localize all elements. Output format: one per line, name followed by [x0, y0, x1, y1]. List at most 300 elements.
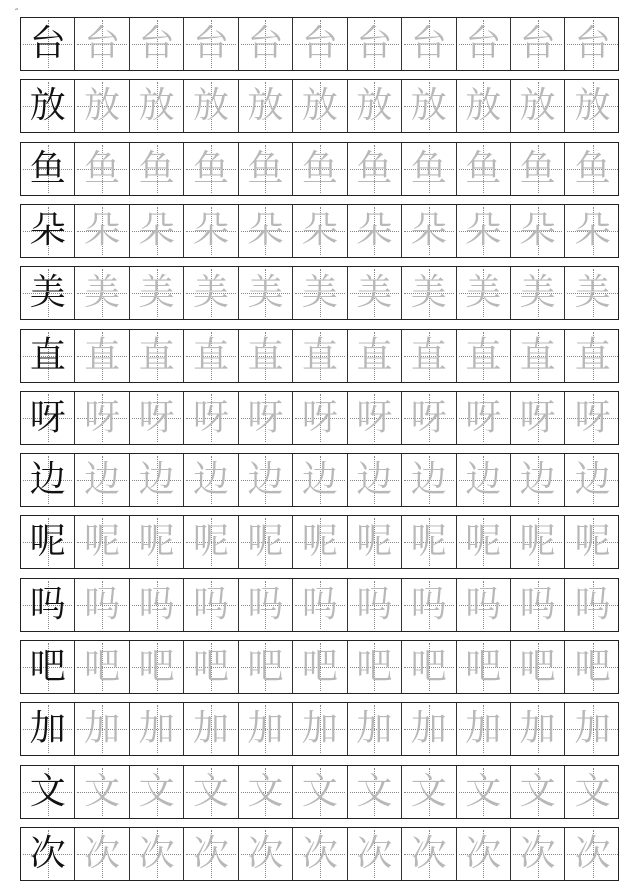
- model-character: 吧: [29, 646, 66, 687]
- trace-character: 呀: [574, 396, 611, 438]
- trace-cell: [565, 641, 619, 693]
- trace-character: 文: [138, 770, 175, 812]
- trace-cell: [130, 516, 184, 568]
- model-character: 鱼: [29, 147, 66, 189]
- trace-cell: [511, 392, 565, 444]
- trace-character: 加: [410, 708, 447, 750]
- trace-cell: [184, 703, 238, 755]
- trace-character: 文: [84, 770, 121, 812]
- practice-row: [20, 578, 619, 632]
- trace-cell: [293, 205, 347, 257]
- trace-cell: [75, 143, 129, 195]
- trace-character: 加: [356, 708, 393, 750]
- trace-character: 台: [410, 23, 447, 64]
- trace-character: 放: [84, 85, 121, 127]
- trace-cell: [348, 703, 402, 755]
- trace-cell: [130, 641, 184, 693]
- trace-character: 鱼: [193, 147, 230, 189]
- trace-cell: [511, 828, 565, 880]
- trace-cell: [457, 267, 511, 319]
- trace-character: 呀: [247, 396, 284, 438]
- trace-cell: [348, 267, 402, 319]
- trace-character: 呀: [465, 396, 502, 438]
- trace-cell: [511, 454, 565, 506]
- trace-cell: [184, 205, 238, 257]
- trace-character: 放: [301, 85, 338, 127]
- trace-character: 边: [410, 459, 447, 501]
- trace-character: 鱼: [465, 147, 502, 189]
- trace-character: 呀: [193, 396, 230, 438]
- trace-cell: [457, 143, 511, 195]
- trace-cell: [565, 330, 619, 382]
- model-cell: [21, 454, 75, 506]
- trace-cell: [511, 80, 565, 132]
- model-character: 文: [29, 770, 66, 812]
- trace-character: 吗: [193, 583, 230, 625]
- trace-cell: [402, 18, 456, 70]
- trace-cell: [75, 267, 129, 319]
- trace-character: 加: [465, 708, 502, 750]
- trace-character: 加: [193, 708, 230, 750]
- model-character: 直: [29, 334, 66, 376]
- trace-character: 美: [138, 272, 175, 314]
- trace-cell: [565, 267, 619, 319]
- trace-cell: [239, 392, 293, 444]
- model-character: 加: [29, 708, 66, 750]
- trace-character: 呢: [410, 521, 447, 563]
- trace-cell: [293, 18, 347, 70]
- trace-character: 加: [247, 708, 284, 750]
- trace-character: 呢: [247, 521, 284, 563]
- trace-cell: [457, 80, 511, 132]
- trace-cell: [348, 766, 402, 818]
- trace-cell: [348, 80, 402, 132]
- trace-cell: [348, 828, 402, 880]
- trace-character: 朵: [574, 209, 611, 251]
- trace-character: 美: [193, 272, 230, 314]
- trace-cell: [130, 18, 184, 70]
- trace-character: 美: [247, 272, 284, 314]
- trace-cell: [511, 641, 565, 693]
- trace-character: 边: [465, 459, 502, 501]
- trace-cell: [130, 330, 184, 382]
- trace-character: 边: [301, 459, 338, 501]
- trace-character: 文: [193, 770, 230, 812]
- trace-cell: [239, 828, 293, 880]
- trace-character: 放: [193, 85, 230, 127]
- model-cell: [21, 80, 75, 132]
- corner-mark: ″: [15, 8, 19, 18]
- trace-character: 直: [84, 334, 121, 376]
- model-cell: [21, 516, 75, 568]
- trace-cell: [402, 703, 456, 755]
- trace-cell: [457, 205, 511, 257]
- trace-character: 加: [574, 708, 611, 750]
- trace-character: 文: [465, 770, 502, 812]
- trace-cell: [348, 641, 402, 693]
- model-character: 呀: [29, 396, 66, 438]
- practice-row: [20, 702, 619, 756]
- trace-character: 吧: [356, 646, 393, 687]
- trace-cell: [75, 516, 129, 568]
- trace-cell: [184, 392, 238, 444]
- trace-cell: [239, 330, 293, 382]
- trace-character: 呢: [519, 521, 556, 563]
- trace-cell: [511, 703, 565, 755]
- trace-cell: [75, 205, 129, 257]
- trace-character: 吧: [138, 646, 175, 687]
- trace-character: 边: [519, 459, 556, 501]
- trace-cell: [239, 205, 293, 257]
- trace-character: 直: [193, 334, 230, 376]
- trace-cell: [184, 641, 238, 693]
- trace-character: 直: [519, 334, 556, 376]
- trace-cell: [402, 80, 456, 132]
- trace-character: 次: [465, 832, 502, 874]
- trace-character: 放: [138, 85, 175, 127]
- trace-character: 美: [465, 272, 502, 314]
- trace-cell: [402, 205, 456, 257]
- trace-character: 边: [193, 459, 230, 501]
- practice-row: [20, 453, 619, 507]
- model-character: 吗: [29, 583, 66, 625]
- trace-cell: [75, 828, 129, 880]
- trace-cell: [457, 703, 511, 755]
- model-cell: [21, 330, 75, 382]
- trace-cell: [402, 392, 456, 444]
- practice-row: [20, 142, 619, 196]
- practice-row: [20, 329, 619, 383]
- trace-character: 吧: [84, 646, 121, 687]
- trace-cell: [239, 516, 293, 568]
- trace-cell: [565, 828, 619, 880]
- trace-cell: [184, 18, 238, 70]
- trace-character: 边: [138, 459, 175, 501]
- trace-cell: [130, 828, 184, 880]
- trace-character: 台: [356, 23, 393, 64]
- practice-row: [20, 266, 619, 320]
- trace-character: 呢: [138, 521, 175, 563]
- trace-character: 朵: [193, 209, 230, 251]
- trace-character: 朵: [84, 209, 121, 251]
- trace-cell: [565, 205, 619, 257]
- trace-cell: [402, 143, 456, 195]
- model-character: 美: [29, 272, 66, 314]
- trace-cell: [184, 516, 238, 568]
- trace-cell: [184, 80, 238, 132]
- trace-character: 鱼: [519, 147, 556, 189]
- trace-character: 直: [574, 334, 611, 376]
- trace-cell: [293, 703, 347, 755]
- trace-character: 呢: [193, 521, 230, 563]
- trace-cell: [348, 516, 402, 568]
- trace-character: 吧: [247, 646, 284, 687]
- trace-character: 台: [247, 23, 284, 64]
- model-character: 朵: [29, 209, 66, 251]
- model-character: 呢: [29, 521, 66, 563]
- trace-cell: [565, 516, 619, 568]
- trace-character: 直: [356, 334, 393, 376]
- trace-cell: [511, 766, 565, 818]
- trace-character: 放: [410, 85, 447, 127]
- trace-cell: [184, 267, 238, 319]
- trace-character: 吗: [574, 583, 611, 625]
- trace-cell: [184, 143, 238, 195]
- model-character: 放: [29, 85, 66, 127]
- trace-character: 鱼: [138, 147, 175, 189]
- trace-character: 呀: [138, 396, 175, 438]
- trace-character: 朵: [465, 209, 502, 251]
- model-cell: [21, 641, 75, 693]
- trace-character: 鱼: [247, 147, 284, 189]
- model-cell: [21, 766, 75, 818]
- trace-character: 美: [574, 272, 611, 314]
- trace-character: 次: [574, 832, 611, 874]
- trace-cell: [457, 828, 511, 880]
- trace-cell: [293, 330, 347, 382]
- trace-character: 鱼: [301, 147, 338, 189]
- trace-character: 次: [193, 832, 230, 874]
- trace-cell: [402, 828, 456, 880]
- trace-character: 呀: [84, 396, 121, 438]
- trace-cell: [348, 579, 402, 631]
- trace-cell: [348, 330, 402, 382]
- model-cell: [21, 828, 75, 880]
- trace-cell: [239, 143, 293, 195]
- practice-row: [20, 391, 619, 445]
- trace-character: 呀: [356, 396, 393, 438]
- trace-cell: [348, 454, 402, 506]
- trace-cell: [75, 579, 129, 631]
- trace-character: 吗: [138, 583, 175, 625]
- trace-character: 吧: [465, 646, 502, 687]
- trace-character: 朵: [301, 209, 338, 251]
- trace-cell: [239, 267, 293, 319]
- trace-character: 鱼: [356, 147, 393, 189]
- trace-character: 放: [247, 85, 284, 127]
- practice-row: [20, 204, 619, 258]
- practice-row: [20, 827, 619, 881]
- trace-character: 台: [574, 23, 611, 64]
- trace-character: 放: [574, 85, 611, 127]
- trace-cell: [402, 641, 456, 693]
- trace-cell: [293, 766, 347, 818]
- model-cell: [21, 579, 75, 631]
- trace-character: 次: [519, 832, 556, 874]
- model-cell: [21, 143, 75, 195]
- practice-row: [20, 17, 619, 71]
- trace-character: 鱼: [84, 147, 121, 189]
- trace-cell: [130, 80, 184, 132]
- model-cell: [21, 703, 75, 755]
- trace-character: 次: [84, 832, 121, 874]
- trace-character: 呢: [84, 521, 121, 563]
- trace-character: 呢: [301, 521, 338, 563]
- trace-cell: [293, 828, 347, 880]
- trace-character: 吗: [247, 583, 284, 625]
- trace-character: 文: [247, 770, 284, 812]
- trace-cell: [293, 80, 347, 132]
- model-cell: [21, 267, 75, 319]
- trace-cell: [130, 766, 184, 818]
- trace-character: 吧: [574, 646, 611, 687]
- trace-character: 加: [519, 708, 556, 750]
- trace-character: 文: [301, 770, 338, 812]
- trace-character: 吗: [301, 583, 338, 625]
- trace-character: 次: [356, 832, 393, 874]
- trace-cell: [348, 205, 402, 257]
- trace-character: 美: [519, 272, 556, 314]
- trace-cell: [348, 143, 402, 195]
- trace-cell: [239, 703, 293, 755]
- trace-cell: [402, 454, 456, 506]
- trace-cell: [565, 766, 619, 818]
- practice-row: [20, 515, 619, 569]
- trace-cell: [75, 18, 129, 70]
- trace-character: 呀: [301, 396, 338, 438]
- trace-cell: [511, 143, 565, 195]
- trace-cell: [130, 703, 184, 755]
- trace-cell: [239, 454, 293, 506]
- trace-cell: [457, 392, 511, 444]
- trace-cell: [293, 454, 347, 506]
- trace-character: 朵: [410, 209, 447, 251]
- trace-character: 放: [465, 85, 502, 127]
- trace-cell: [184, 454, 238, 506]
- trace-character: 美: [301, 272, 338, 314]
- trace-cell: [75, 392, 129, 444]
- trace-character: 放: [519, 85, 556, 127]
- trace-character: 鱼: [410, 147, 447, 189]
- trace-character: 文: [410, 770, 447, 812]
- trace-cell: [184, 828, 238, 880]
- trace-cell: [402, 516, 456, 568]
- trace-character: 吗: [519, 583, 556, 625]
- trace-cell: [130, 392, 184, 444]
- trace-cell: [348, 18, 402, 70]
- trace-cell: [293, 641, 347, 693]
- model-character: 边: [29, 459, 66, 501]
- practice-row: [20, 79, 619, 133]
- trace-cell: [402, 766, 456, 818]
- trace-cell: [75, 641, 129, 693]
- trace-character: 呀: [410, 396, 447, 438]
- trace-character: 朵: [247, 209, 284, 251]
- trace-cell: [457, 766, 511, 818]
- trace-cell: [511, 18, 565, 70]
- trace-character: 次: [247, 832, 284, 874]
- trace-character: 台: [519, 23, 556, 64]
- trace-character: 台: [138, 23, 175, 64]
- trace-cell: [511, 267, 565, 319]
- model-cell: [21, 18, 75, 70]
- trace-character: 直: [410, 334, 447, 376]
- trace-cell: [184, 579, 238, 631]
- trace-cell: [457, 454, 511, 506]
- trace-cell: [75, 703, 129, 755]
- trace-character: 边: [247, 459, 284, 501]
- trace-character: 边: [84, 459, 121, 501]
- trace-cell: [565, 143, 619, 195]
- trace-cell: [457, 516, 511, 568]
- trace-cell: [75, 766, 129, 818]
- trace-character: 吗: [356, 583, 393, 625]
- trace-cell: [457, 641, 511, 693]
- trace-cell: [184, 766, 238, 818]
- trace-character: 呢: [574, 521, 611, 563]
- trace-cell: [348, 392, 402, 444]
- trace-cell: [293, 267, 347, 319]
- trace-cell: [402, 330, 456, 382]
- trace-cell: [130, 579, 184, 631]
- trace-character: 台: [301, 23, 338, 64]
- trace-character: 文: [574, 770, 611, 812]
- trace-character: 直: [247, 334, 284, 376]
- trace-cell: [75, 454, 129, 506]
- trace-character: 次: [138, 832, 175, 874]
- trace-cell: [565, 18, 619, 70]
- trace-character: 吧: [410, 646, 447, 687]
- trace-cell: [239, 579, 293, 631]
- trace-character: 朵: [519, 209, 556, 251]
- trace-character: 直: [465, 334, 502, 376]
- trace-character: 吧: [519, 646, 556, 687]
- trace-character: 台: [193, 23, 230, 64]
- practice-row: [20, 765, 619, 819]
- trace-cell: [239, 80, 293, 132]
- trace-character: 呢: [465, 521, 502, 563]
- trace-character: 边: [356, 459, 393, 501]
- trace-character: 吧: [301, 646, 338, 687]
- trace-cell: [457, 18, 511, 70]
- trace-character: 呀: [519, 396, 556, 438]
- trace-character: 放: [356, 85, 393, 127]
- trace-cell: [457, 579, 511, 631]
- trace-character: 文: [519, 770, 556, 812]
- trace-cell: [75, 330, 129, 382]
- trace-cell: [565, 703, 619, 755]
- trace-cell: [511, 516, 565, 568]
- trace-character: 边: [574, 459, 611, 501]
- trace-character: 加: [84, 708, 121, 750]
- trace-cell: [402, 579, 456, 631]
- trace-character: 次: [410, 832, 447, 874]
- trace-cell: [565, 454, 619, 506]
- trace-cell: [293, 143, 347, 195]
- trace-character: 加: [301, 708, 338, 750]
- trace-character: 朵: [138, 209, 175, 251]
- practice-row: [20, 640, 619, 694]
- trace-character: 吗: [465, 583, 502, 625]
- trace-character: 美: [410, 272, 447, 314]
- trace-cell: [239, 766, 293, 818]
- trace-cell: [293, 516, 347, 568]
- trace-cell: [402, 267, 456, 319]
- trace-cell: [511, 330, 565, 382]
- model-character: 台: [29, 23, 66, 64]
- model-character: 次: [29, 832, 66, 874]
- trace-character: 吗: [84, 583, 121, 625]
- trace-cell: [130, 267, 184, 319]
- trace-character: 台: [465, 23, 502, 64]
- trace-character: 直: [138, 334, 175, 376]
- trace-cell: [511, 579, 565, 631]
- trace-character: 直: [301, 334, 338, 376]
- trace-cell: [130, 205, 184, 257]
- model-cell: [21, 205, 75, 257]
- trace-cell: [130, 143, 184, 195]
- trace-character: 呢: [356, 521, 393, 563]
